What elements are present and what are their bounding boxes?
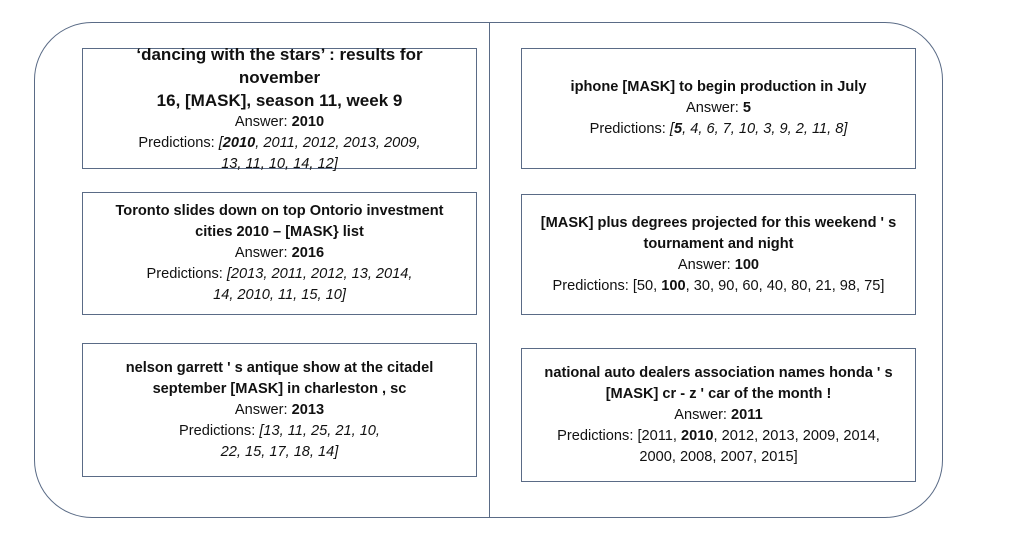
prediction-item: 18 [293, 443, 310, 460]
answer-value: 2010 [291, 113, 325, 130]
predictions-list: [2011, 2010, 2012, 2013, 2009, 2014, [637, 427, 880, 444]
prediction-item: 10 [325, 287, 342, 303]
prediction-item: 3 [763, 121, 772, 137]
prediction-item: 2012 [721, 427, 755, 444]
predictions-block [553, 276, 885, 297]
prediction-item: 30 [693, 277, 710, 294]
prediction-item: 2014 [843, 427, 876, 444]
prediction-item: 12 [317, 155, 334, 172]
prediction-item: 60 [742, 277, 759, 294]
prediction-item: 22 [220, 443, 237, 460]
predictions-line [138, 133, 420, 154]
question-line: iphone [MASK] to begin production in July [570, 79, 867, 95]
question-line: Toronto slides down on top Ontorio investment [115, 203, 444, 219]
predictions-list: [13, 11, 25, 21, 10, [259, 422, 380, 439]
predictions-label: Predictions: [552, 277, 633, 294]
predictions-line [557, 447, 880, 468]
question-line: tournament and night [643, 235, 794, 252]
prediction-item: 2012 [311, 266, 344, 282]
prediction-item: 13 [351, 266, 368, 282]
prediction-item: 75 [864, 277, 881, 294]
question-line: september [MASK] in charleston , sc [152, 380, 407, 397]
answer-value: 2011 [731, 406, 763, 423]
example-card-left-3 [82, 343, 477, 477]
prediction-item: 13 [263, 422, 280, 439]
predictions-line [590, 119, 848, 140]
card-question [571, 77, 867, 98]
card-question [126, 358, 434, 400]
predictions-list: [50, 100, 30, 90, 60, 40, 80, 21, 98, 75] [632, 277, 885, 294]
prediction-item: 5 [673, 121, 683, 137]
prediction-item: 8 [835, 121, 844, 137]
answer-line [674, 405, 762, 426]
answer-line [235, 243, 324, 264]
prediction-item: 2015 [761, 448, 794, 465]
card-question [544, 363, 892, 405]
predictions-label: Predictions: [589, 121, 670, 137]
predictions-label: Predictions: [179, 422, 260, 439]
question-line: national auto dealers association names honda ' s [544, 364, 893, 381]
prediction-item: 2010 [681, 427, 714, 444]
predictions-line [147, 264, 413, 285]
prediction-item: 17 [269, 443, 286, 460]
predictions-list: 22, 15, 17, 18, 14] [220, 443, 339, 460]
prediction-item: 11 [811, 121, 828, 137]
prediction-item: 100 [661, 277, 686, 294]
predictions-line [138, 154, 420, 175]
prediction-item: 14 [293, 155, 310, 172]
prediction-item: 80 [791, 277, 808, 294]
prediction-item: 2014 [375, 266, 409, 282]
prediction-item: 11 [245, 155, 261, 172]
answer-label: Answer: [674, 406, 727, 423]
predictions-block [590, 119, 848, 140]
prediction-item: 98 [839, 277, 857, 294]
prediction-item: 10 [359, 422, 376, 439]
prediction-item: 2011 [263, 134, 295, 151]
prediction-item: 2009 [802, 427, 836, 444]
prediction-item: 14 [213, 287, 230, 303]
card-question [95, 43, 464, 112]
prediction-item: 2013 [762, 427, 795, 444]
prediction-item: 2012 [302, 134, 336, 151]
answer-line [235, 112, 324, 133]
answer-label: Answer: [234, 401, 288, 418]
predictions-label: Predictions: [146, 266, 227, 282]
predictions-list: 14, 2010, 11, 15, 10] [213, 287, 346, 303]
prediction-item: 21 [335, 422, 352, 439]
predictions-line [179, 442, 380, 463]
prediction-item: 10 [268, 155, 286, 172]
prediction-item: 2007 [720, 448, 753, 465]
predictions-label: Predictions: [557, 427, 638, 444]
prediction-item: 4 [690, 121, 699, 137]
answer-value: 2013 [291, 401, 325, 418]
example-card-right-1 [521, 48, 916, 169]
example-card-right-3 [521, 348, 916, 482]
prediction-item: 90 [718, 277, 735, 294]
predictions-block [147, 264, 413, 306]
answer-value: 2016 [291, 245, 325, 261]
example-card-left-1 [82, 44, 477, 172]
answer-value: 100 [734, 256, 760, 273]
predictions-list: [2013, 2011, 2012, 13, 2014, [226, 266, 413, 282]
prediction-item: 2010 [222, 134, 256, 151]
example-card-left-2 [82, 192, 477, 315]
prediction-item: 2013 [230, 266, 264, 282]
center-divider [489, 22, 490, 518]
prediction-item: 2000 [639, 448, 672, 465]
prediction-item: 2008 [679, 448, 713, 465]
prediction-item: 2010 [237, 287, 270, 303]
answer-line [686, 98, 751, 119]
answer-line [235, 400, 324, 421]
answer-line [678, 255, 759, 276]
prediction-item: 13 [221, 155, 238, 172]
prediction-item: 50 [636, 277, 654, 294]
prediction-item: 15 [245, 443, 262, 460]
predictions-list: [5, 4, 6, 7, 10, 3, 9, 2, 11, 8] [669, 121, 848, 137]
prediction-item: 2 [795, 121, 804, 137]
prediction-item: 14 [318, 443, 335, 460]
predictions-list: [2010, 2011, 2012, 2013, 2009, [218, 134, 421, 151]
prediction-item: 10 [738, 121, 756, 137]
card-question [541, 213, 896, 255]
question-line: ‘dancing with the stars’ : results for november [136, 44, 423, 87]
question-line: cities 2010 – [MASK} list [195, 224, 364, 240]
predictions-line [179, 421, 380, 442]
prediction-item: 11 [287, 422, 303, 439]
answer-value: 5 [742, 100, 751, 116]
prediction-item: 40 [766, 277, 783, 294]
prediction-item: 7 [722, 121, 731, 137]
prediction-item: 6 [706, 121, 715, 137]
answer-label: Answer: [234, 245, 288, 261]
predictions-block [138, 133, 420, 175]
card-question [115, 201, 443, 243]
question-line: nelson garrett ' s antique show at the citadel [125, 359, 434, 376]
answer-label: Answer: [677, 256, 731, 273]
prediction-item: 9 [779, 121, 788, 137]
prediction-item: 21 [815, 277, 832, 294]
predictions-block [557, 426, 880, 468]
answer-label: Answer: [686, 100, 739, 116]
example-card-right-2 [521, 194, 916, 315]
prediction-item: 11 [278, 287, 294, 303]
prediction-item: 2013 [343, 134, 376, 151]
predictions-list: 13, 11, 10, 14, 12] [221, 155, 338, 172]
predictions-line [557, 426, 880, 447]
prediction-item: 2011 [641, 427, 673, 444]
predictions-label: Predictions: [138, 134, 219, 151]
question-line: [MASK] cr - z ' car of the month ! [605, 385, 832, 402]
prediction-item: 25 [311, 422, 328, 439]
prediction-item: 15 [301, 287, 318, 303]
predictions-list: 2000, 2008, 2007, 2015] [639, 448, 798, 465]
predictions-line [147, 285, 413, 306]
prediction-item: 2011 [271, 266, 303, 282]
predictions-line [553, 276, 885, 297]
answer-label: Answer: [234, 113, 288, 130]
prediction-item: 2009 [384, 134, 417, 151]
question-line: 16, [MASK], season 11, week 9 [156, 90, 403, 110]
question-line: [MASK] plus degrees projected for this weekend ' s [540, 214, 897, 231]
predictions-block [179, 421, 380, 463]
